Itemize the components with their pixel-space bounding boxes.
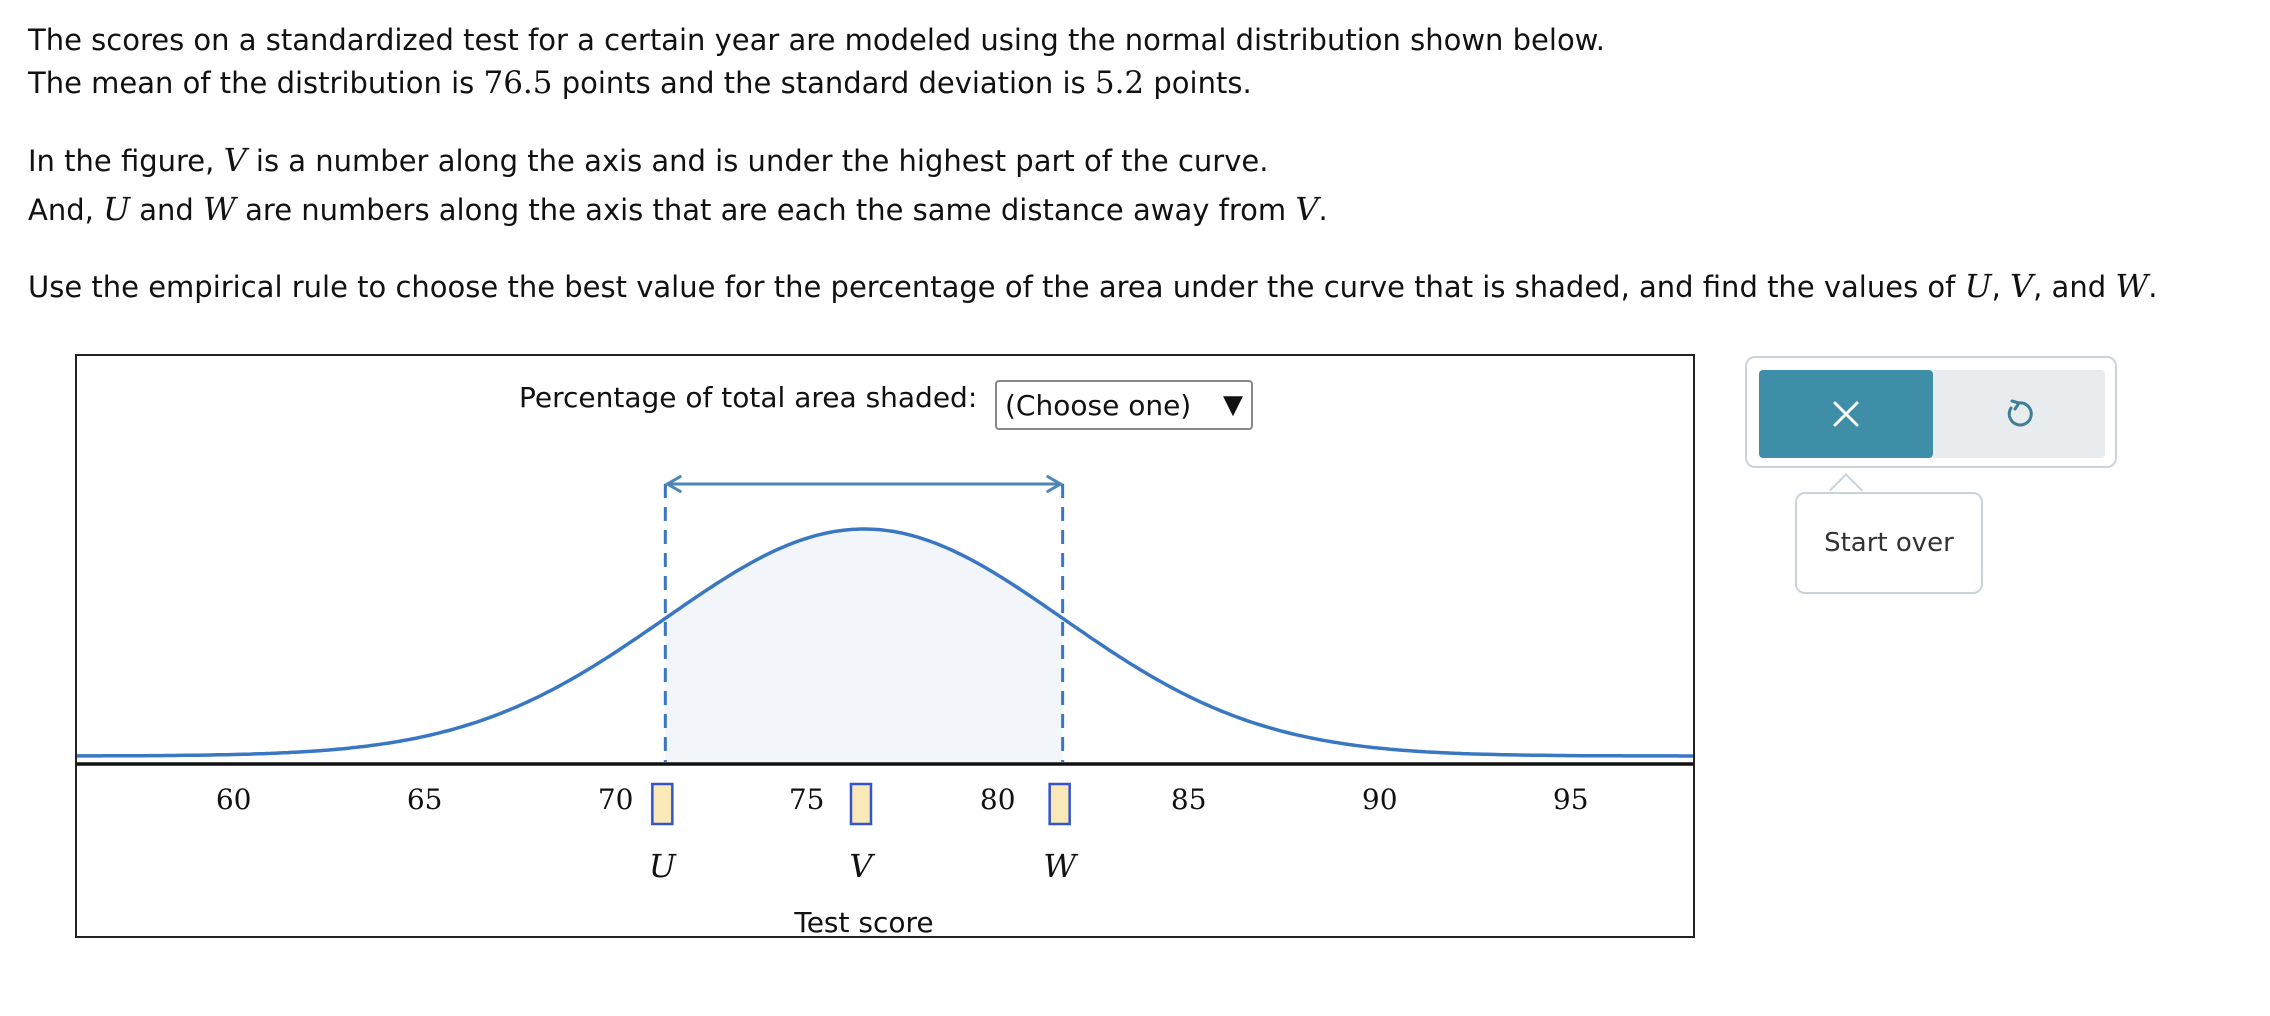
figure-desc-line-2: And, U and W are numbers along the axis that are each the same distance away from V. — [28, 190, 1328, 228]
plot-area — [77, 356, 1693, 936]
x-tick-label: 95 — [1552, 783, 1589, 816]
x-tick-label: 60 — [215, 783, 252, 816]
instruction-text: Use the empirical rule to choose the best value for the percentage of the area under the curve that is shaded, and find the values of U, V, and W. — [28, 267, 2158, 305]
x-tick-labels — [216, 783, 1589, 816]
sd-value: 5.2 — [1094, 65, 1145, 101]
shaded-area — [665, 529, 1062, 764]
answer-input-w[interactable] — [1050, 784, 1070, 824]
x-tick-label: 85 — [1170, 783, 1207, 816]
x-tick-label: 75 — [788, 783, 825, 816]
x-tick-label: 80 — [979, 783, 1016, 816]
undo-icon — [2001, 396, 2037, 432]
var-label-v: V — [849, 847, 873, 885]
answer-input-u[interactable] — [652, 784, 672, 824]
x-tick-label: 70 — [597, 783, 634, 816]
x-tick-label: 65 — [406, 783, 443, 816]
variable-labels — [649, 847, 1079, 885]
caret-down-icon: ▼ — [1223, 390, 1243, 420]
select-value: (Choose one) — [1005, 388, 1192, 422]
intro-line-2: The mean of the distribution is 76.5 points and the standard deviation is 5.2 points. — [28, 65, 1252, 101]
start-over-tooltip: Start over — [1795, 492, 1983, 594]
figure-desc-line-1: In the figure, V is a number along the axis and is under the highest part of the curve. — [28, 141, 1269, 179]
answer-input-v[interactable] — [851, 784, 871, 824]
x-tick-label: 90 — [1361, 783, 1398, 816]
distance-arrow — [667, 476, 1060, 492]
clear-button[interactable] — [1759, 370, 1933, 458]
var-label-u: U — [648, 847, 676, 885]
var-label-w: W — [1043, 847, 1077, 885]
mean-value: 76.5 — [483, 65, 553, 101]
normal-distribution-figure — [75, 354, 1695, 938]
close-icon — [1829, 397, 1863, 431]
percentage-label: Percentage of total area shaded: — [519, 381, 978, 414]
x-axis-title: Test score — [794, 906, 934, 936]
percentage-select[interactable] — [995, 380, 1253, 430]
tool-panel — [1745, 356, 2117, 468]
undo-button[interactable] — [1933, 370, 2105, 458]
intro-line-1: The scores on a standardized test for a certain year are modeled using the normal distribution shown below. — [28, 23, 1605, 57]
